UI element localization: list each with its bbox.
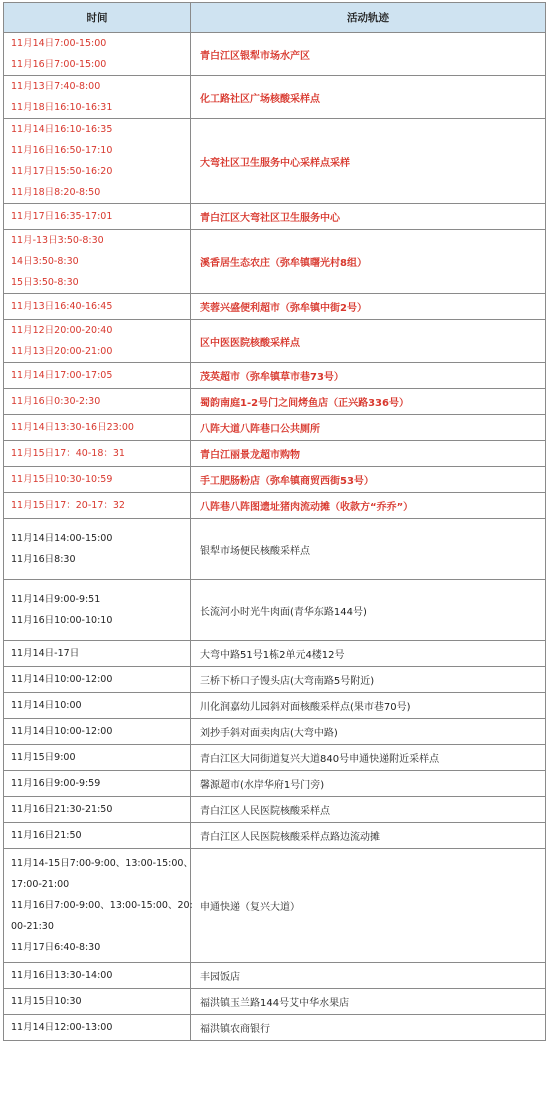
time-cell (4, 719, 191, 745)
time-line: 11月14日9:00-9:51 (11, 594, 101, 605)
time-line: 11月16日21:30-21:50 (11, 804, 113, 815)
time-cell (4, 667, 191, 693)
time-line: 15日3:50-8:30 (11, 277, 79, 288)
time-line: 11月14日16:10-16:35 (11, 124, 113, 135)
table-row (4, 76, 546, 119)
time-line: 11月14日10:00-12:00 (11, 726, 113, 737)
time-line: 11月14日14:00-15:00 (11, 533, 113, 544)
time-cell (4, 963, 191, 989)
table-row (4, 963, 546, 989)
place-cell: 丰园饭店 (191, 963, 546, 989)
table-row (4, 580, 546, 641)
time-line: 11月15日10:30 (11, 996, 82, 1007)
time-cell (4, 580, 191, 641)
table-row (4, 320, 546, 363)
time-line: 11月12日20:00-20:40 (11, 325, 113, 336)
time-cell (4, 823, 191, 849)
place-cell: 青白江区大同街道复兴大道840号申通快递附近采样点 (191, 745, 546, 771)
place-cell: 馨源超市(水岸华府1号门旁) (191, 771, 546, 797)
time-cell (4, 989, 191, 1015)
table-row (4, 33, 546, 76)
table-row (4, 119, 546, 204)
time-cell (4, 76, 191, 119)
table-row (4, 693, 546, 719)
place-cell: 刘抄手斜对面卖肉店(大弯中路) (191, 719, 546, 745)
place-cell: 长流河小时光牛肉面(青华东路144号) (191, 580, 546, 641)
time-cell (4, 363, 191, 389)
table-row (4, 204, 546, 230)
place-cell: 三桥下桥口子馒头店(大弯南路5号附近) (191, 667, 546, 693)
place-cell: 八阵巷八阵图遗址猪肉流动摊（收款方“乔乔”） (191, 493, 546, 519)
place-cell: 茂英超市（弥牟镇草市巷73号） (191, 363, 546, 389)
place-cell: 福洪镇玉兰路144号艾中华水果店 (191, 989, 546, 1015)
time-cell (4, 320, 191, 363)
table-row (4, 519, 546, 580)
place-cell: 川化润嘉幼儿园斜对面核酸采样点(果市巷70号) (191, 693, 546, 719)
time-cell (4, 519, 191, 580)
time-cell (4, 493, 191, 519)
time-cell (4, 693, 191, 719)
time-cell (4, 230, 191, 294)
table-row (4, 797, 546, 823)
table-row (4, 823, 546, 849)
time-line: 11月14日12:00-13:00 (11, 1022, 113, 1033)
time-line: 11月14日17:00-17:05 (11, 370, 113, 381)
time-line: 11月13日16:40-16:45 (11, 301, 113, 312)
time-line: 11月14-15日7:00-9:00、13:00-15:00、 (11, 858, 193, 869)
time-line: 11月16日0:30-2:30 (11, 396, 101, 407)
time-line: 11月17日16:35-17:01 (11, 211, 113, 222)
place-cell: 蜀韵南庭1-2号门之间烤鱼店（正兴路336号） (191, 389, 546, 415)
time-line: 11月16日7:00-9:00、13:00-15:00、20: (11, 900, 193, 911)
table-row (4, 467, 546, 493)
time-line: 11月14日7:00-15:00 (11, 38, 107, 49)
table-row (4, 745, 546, 771)
time-line: 11月13日20:00-21:00 (11, 346, 113, 357)
time-line: 11月18日16:10-16:31 (11, 102, 113, 113)
time-line: 11月16日9:00-9:59 (11, 778, 101, 789)
place-cell: 八阵大道八阵巷口公共厕所 (191, 415, 546, 441)
time-cell (4, 389, 191, 415)
time-line: 11月16日8:30 (11, 554, 76, 565)
place-cell: 福洪镇农商银行 (191, 1015, 546, 1041)
table-row (4, 294, 546, 320)
table-header-row (4, 3, 546, 33)
time-cell (4, 745, 191, 771)
time-cell (4, 849, 191, 963)
table-body (4, 33, 546, 1041)
table-row (4, 415, 546, 441)
itinerary-table (3, 2, 546, 1041)
place-cell: 大弯中路51号1栋2单元4楼12号 (191, 641, 546, 667)
place-cell: 芙蓉兴盛便利超市（弥牟镇中街2号） (191, 294, 546, 320)
time-line: 17:00-21:00 (11, 879, 70, 890)
place-cell: 青白江区人民医院核酸采样点 (191, 797, 546, 823)
place-cell: 青白江区银犁市场水产区 (191, 33, 546, 76)
table-row (4, 230, 546, 294)
time-line: 11月14日-17日 (11, 648, 80, 659)
time-line: 11月14日10:00 (11, 700, 82, 711)
table-row (4, 389, 546, 415)
time-line: 11月15日17：40-18：31 (11, 448, 125, 459)
table-row (4, 719, 546, 745)
time-cell (4, 467, 191, 493)
time-line: 11月15日9:00 (11, 752, 76, 763)
time-cell (4, 1015, 191, 1041)
place-cell: 青白江区人民医院核酸采样点路边流动摊 (191, 823, 546, 849)
table-row (4, 493, 546, 519)
time-line: 11月17日6:40-8:30 (11, 942, 101, 953)
place-cell: 溪香居生态农庄（弥牟镇曙光村8组） (191, 230, 546, 294)
place-column-header: 活动轨迹 (191, 3, 546, 33)
place-cell: 化工路社区广场核酸采样点 (191, 76, 546, 119)
time-line: 11月15日10:30-10:59 (11, 474, 113, 485)
place-cell: 手工肥肠粉店（弥牟镇商贸西街53号） (191, 467, 546, 493)
time-line: 11月14日13:30-16日23:00 (11, 422, 134, 433)
time-cell (4, 771, 191, 797)
table-row (4, 1015, 546, 1041)
time-line: 11月15日17：20-17：32 (11, 500, 125, 511)
time-line: 11月14日10:00-12:00 (11, 674, 113, 685)
place-cell: 青白江区大弯社区卫生服务中心 (191, 204, 546, 230)
time-cell (4, 204, 191, 230)
table-row (4, 363, 546, 389)
time-cell (4, 441, 191, 467)
time-cell (4, 294, 191, 320)
time-line: 11月-13日3:50-8:30 (11, 235, 104, 246)
time-line: 11月18日8:20-8:50 (11, 187, 101, 198)
time-line: 11月13日7:40-8:00 (11, 81, 101, 92)
table-row (4, 667, 546, 693)
time-line: 11月16日16:50-17:10 (11, 145, 113, 156)
place-cell: 青白江丽景龙超市购物 (191, 441, 546, 467)
time-line: 11月16日21:50 (11, 830, 82, 841)
time-line: 11月16日13:30-14:00 (11, 970, 113, 981)
table-row (4, 641, 546, 667)
time-column-header: 时间 (4, 3, 191, 33)
time-line: 11月17日15:50-16:20 (11, 166, 113, 177)
table-row (4, 771, 546, 797)
place-cell: 区中医医院核酸采样点 (191, 320, 546, 363)
table-row (4, 849, 546, 963)
place-cell: 大弯社区卫生服务中心采样点采样 (191, 119, 546, 204)
time-cell (4, 33, 191, 76)
time-line: 00-21:30 (11, 921, 54, 932)
time-line: 14日3:50-8:30 (11, 256, 79, 267)
place-cell: 申通快递（复兴大道） (191, 849, 546, 963)
time-line: 11月16日10:00-10:10 (11, 615, 113, 626)
time-cell (4, 415, 191, 441)
time-cell (4, 119, 191, 204)
place-cell: 银犁市场便民核酸采样点 (191, 519, 546, 580)
table-row (4, 441, 546, 467)
time-cell (4, 797, 191, 823)
time-line: 11月16日7:00-15:00 (11, 59, 107, 70)
table-row (4, 989, 546, 1015)
time-cell (4, 641, 191, 667)
itinerary-table-wrapper (3, 2, 545, 1041)
